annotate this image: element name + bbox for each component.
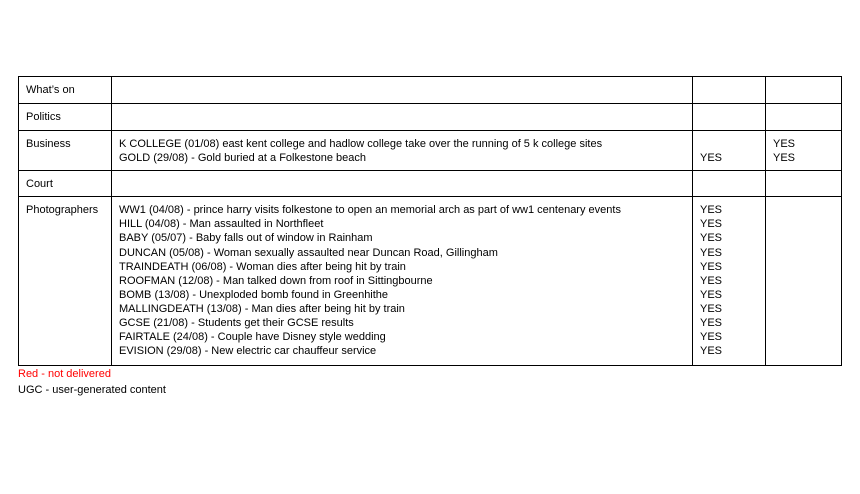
category-cell-line: Business [26, 138, 71, 150]
ugc-cell [766, 131, 842, 171]
content-cell-line: FAIRTALE (24/08) - Couple have Disney style wedding [119, 331, 386, 344]
table-row [19, 197, 842, 366]
delivered-cell-line: YES [700, 246, 723, 259]
content-cell [112, 77, 693, 104]
content-cell-line: K COLLEGE (01/08) east kent college and hadlow college take over the running of 5 k college sites [119, 138, 603, 150]
category-cell [19, 197, 112, 366]
legend-red-not-delivered: Red - not delivered [18, 368, 111, 380]
schedule-table-body [19, 77, 842, 366]
ugc-cell-line: YES [773, 138, 796, 150]
content-cell-line: BABY (05/07) - Baby falls out of window in Rainham [119, 232, 373, 245]
delivered-cell [693, 171, 766, 197]
category-cell-line: Photographers [26, 204, 99, 217]
table-row [19, 131, 842, 171]
ugc-cell [766, 197, 842, 366]
delivered-cell-line: YES [700, 331, 723, 344]
delivered-cell [693, 197, 766, 366]
content-cell [112, 171, 693, 197]
ugc-cell [766, 77, 842, 104]
delivered-cell-line: YES [700, 317, 723, 330]
news-schedule-table [18, 76, 842, 366]
content-cell-line: EVISION (29/08) - New electric car chauffeur service [119, 345, 377, 358]
content-cell-line: ROOFMAN (12/08) - Man talked down from roof in Sittingbourne [119, 274, 433, 287]
category-cell [19, 171, 112, 197]
legend [18, 367, 166, 398]
content-cell [112, 104, 693, 131]
content-cell-line: TRAINDEATH (06/08) - Woman dies after being hit by train [119, 260, 406, 273]
content-cell-line: GOLD (29/08) - Gold buried at a Folkestone beach [119, 152, 367, 165]
category-cell [19, 131, 112, 171]
category-cell-line: What’s on [26, 84, 75, 96]
content-cell-line: WW1 (04/08) - prince harry visits folkestone to open an memorial arch as part of ww1 centenary events [119, 204, 621, 217]
delivered-cell-line: YES [700, 288, 723, 301]
delivered-cell-line: YES [700, 274, 723, 287]
table-row [19, 104, 842, 131]
content-cell-line: MALLINGDEATH (13/08) - Man dies after being hit by train [119, 302, 405, 315]
category-cell-line: Politics [26, 111, 61, 123]
content-cell [112, 197, 693, 366]
category-cell-line: Court [26, 178, 53, 191]
delivered-cell-line: YES [700, 152, 723, 165]
content-cell-line: DUNCAN (05/08) - Woman sexually assaulted near Duncan Road, Gillingham [119, 246, 498, 259]
delivered-cell-line: YES [700, 204, 723, 217]
delivered-cell-line: YES [700, 345, 723, 358]
delivered-cell-line: YES [700, 232, 723, 245]
table-row [19, 77, 842, 104]
category-cell [19, 104, 112, 131]
ugc-cell [766, 171, 842, 197]
delivered-cell-line: YES [700, 218, 723, 231]
category-cell [19, 77, 112, 104]
content-cell-line: GCSE (21/08) - Students get their GCSE results [119, 317, 354, 330]
content-cell-line: BOMB (13/08) - Unexploded bomb found in Greenhithe [119, 288, 389, 301]
table-row [19, 171, 842, 197]
delivered-cell-line: YES [700, 260, 723, 273]
delivered-cell-line [700, 137, 758, 151]
content-cell-line: HILL (04/08) - Man assaulted in Northfleet [119, 218, 324, 231]
delivered-cell-line: YES [700, 302, 723, 315]
delivered-cell [693, 77, 766, 104]
delivered-cell [693, 104, 766, 131]
delivered-cell [693, 131, 766, 171]
legend-ugc-definition: UGC - user-generated content [18, 383, 166, 396]
ugc-cell [766, 104, 842, 131]
ugc-cell-line: YES [773, 152, 796, 165]
content-cell [112, 131, 693, 171]
